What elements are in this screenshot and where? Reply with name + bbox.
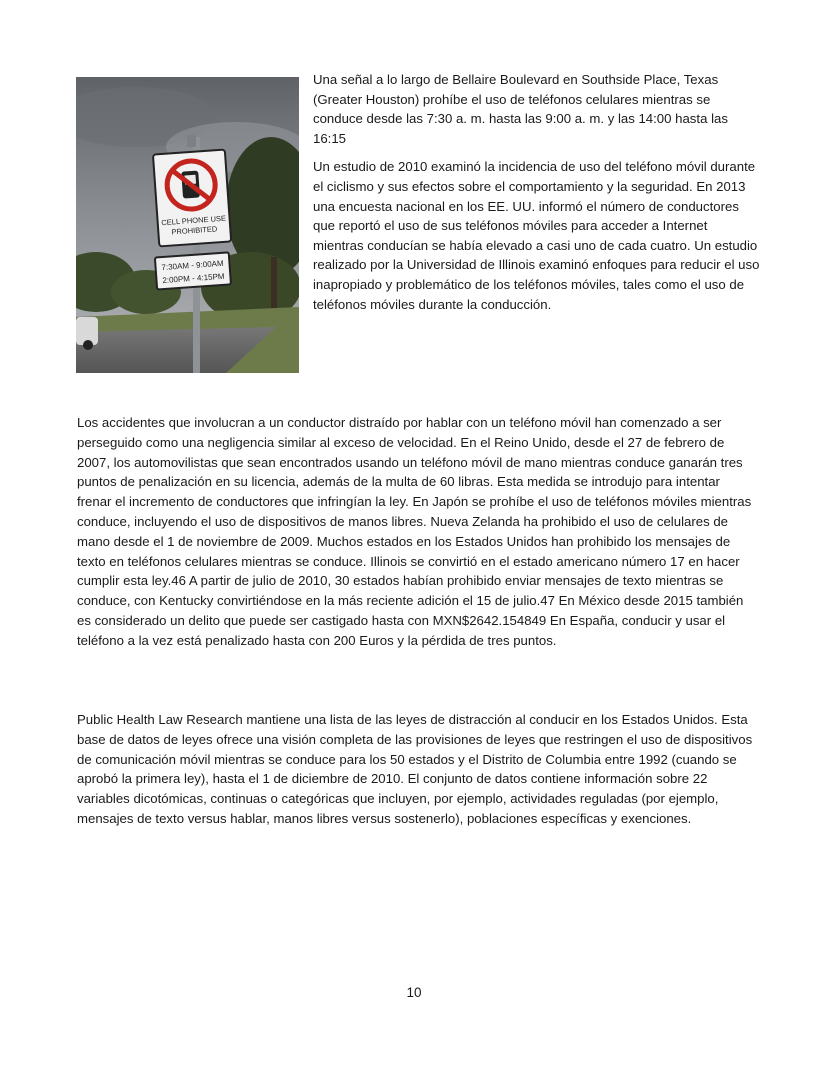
cell-phone-sign-photo — [76, 77, 299, 373]
photo-caption-block — [313, 70, 761, 323]
photo-caption: Una señal a lo largo de Bellaire Boulevard en Southside Place, Texas (Greater Houston) prohíbe el uso de teléfonos celulares mientras se conduce desde las 7:30 a. m. hasta las 9:00 a. m. y las 14:00 hasta las 16:15 — [313, 72, 728, 146]
page-number: 10 — [406, 985, 422, 1000]
sign-time-2: 2:00PM - 4:15PM — [162, 271, 225, 286]
law-research-paragraph: Public Health Law Research mantiene una lista de las leyes de distracción al conducir en los Estados Unidos. Esta base de datos de leyes ofrece una visión completa de las provisiones de leyes que restringen el uso de dispositivos de comunicación móvil mientras se conduce para los 50 estados y el Distrito de Columbia entre 1992 (cuando se aprobó la primera ley), hasta el 1 de diciembre de 2010. El conjunto de datos contiene información sobre 22 variables dicotómicas, continuas o categóricas que incluyen, por ejemplo, actividades reguladas (por ejemplo, mensajes de texto versus hablar, manos libres versus sostenerlo), poblaciones específicas y exenciones. — [77, 712, 753, 826]
accidents-paragraph: Los accidentes que involucran a un conductor distraído por hablar con un teléfono móvil han comenzado a ser perseguido como una negligencia similar al exceso de velocidad. En el Reino Unido, desde el 27 de febrero de 2007, los automovilistas que sean encontrados usando un teléfono móvil de mano mientras conduce ganarán tres puntos de penalización en su licencia, además de la multa de 60 libras. Esta medida se introdujo para intentar frenar el incremento de conductores que infringían la ley. En Japón se prohíbe el uso de teléfonos móviles mientras conduce, incluyendo el uso de dispositivos de manos libres. Nueva Zelanda ha prohibido el uso de celulares de mano desde el 1 de noviembre de 2009. Muchos estados en los Estados Unidos han prohibido los mensajes de texto en teléfonos celulares mientras se conduce. Illinois se convirtió en el estado americano número 17 en hacer cumplir esta ley.46 A partir de julio de 2010, 30 estados habían prohibido enviar mensajes de texto mientras se conduce, con Kentucky convirtiéndose en la más reciente adición el 15 de julio.47 En México desde 2015 también es considerado un delito que puede ser castigado hasta con MXN$2642.154849 En España, conducir y usar el teléfono a la vez está penalizado hasta con 200 Euros y la pérdida de tres puntos. — [77, 415, 752, 648]
sign-time-1: 7:30AM - 9:00AM — [161, 258, 224, 273]
sign-text-2: PROHIBITED — [171, 224, 218, 237]
study-paragraph: Un estudio de 2010 examinó la incidencia de uso del teléfono móvil durante el ciclismo y sus efectos sobre el comportamiento y la seguridad. En 2013 una encuesta nacional en los EE. UU. informó el número de conductores que reportó el uso de sus teléfonos móviles para acceder a Internet mientras conducían se había elevado a casi uno de cada cuatro. Un estudio realizado por la Universidad de Illinois examinó enfoques para reducir el uso inapropiado y problemático de los teléfonos móviles, tales como el uso de teléfonos móviles durante la conducción. — [313, 159, 760, 312]
sign-text-1: CELL PHONE USE — [161, 213, 227, 228]
